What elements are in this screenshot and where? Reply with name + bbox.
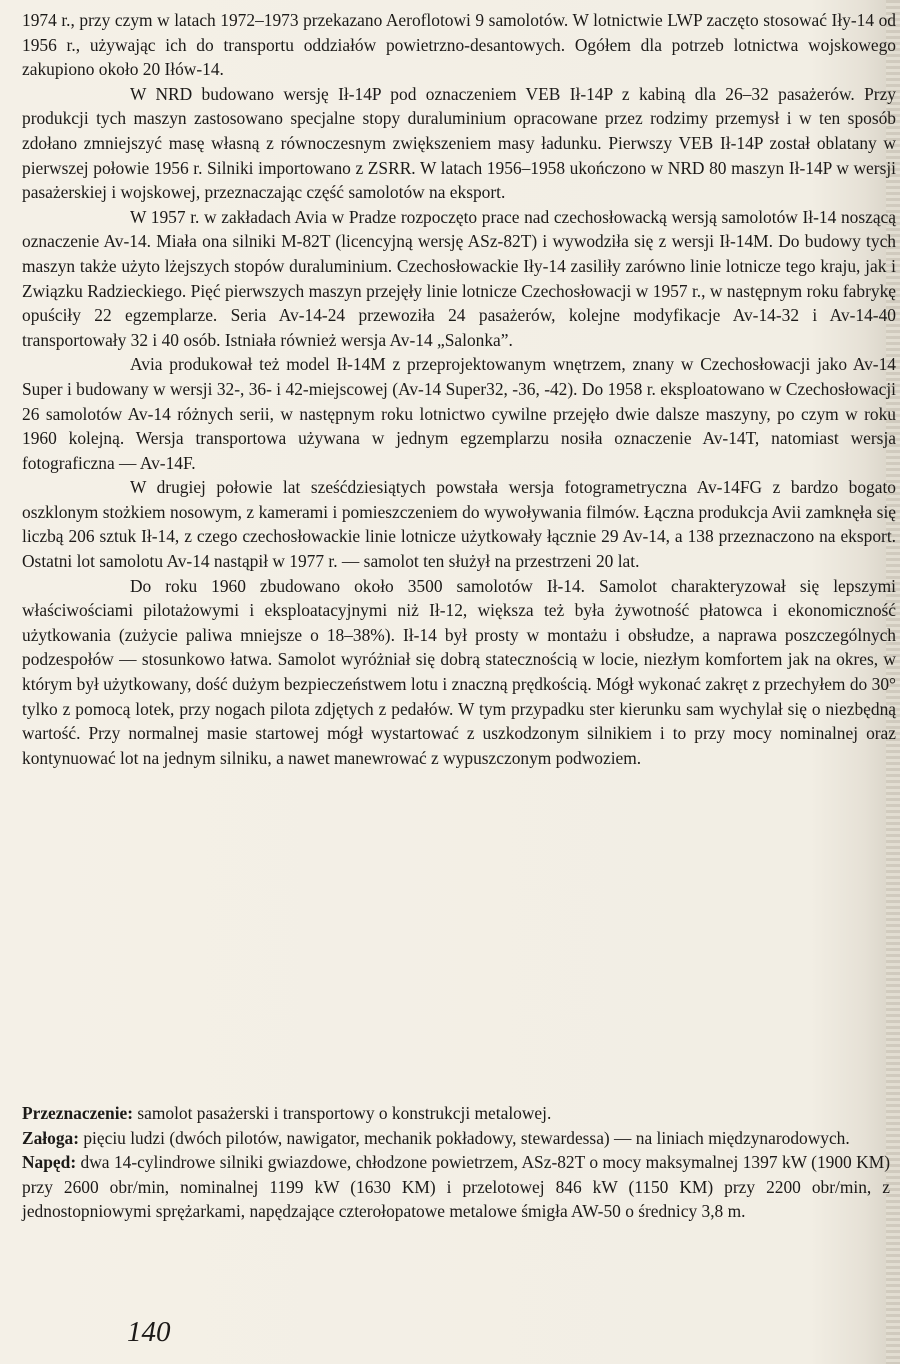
spec-value: pięciu ludzi (dwóch pilotów, nawigator, mechanik pokładowy, stewardessa) — na liniach międzynarodowych. <box>79 1127 850 1148</box>
paragraph-production-summary: Do roku 1960 zbudowano około 3500 samolotów Ił-14. Samolot charakteryzował się lepszymi właściwościami pilotażowymi i eksploatacyjnymi niż Ił-12, większa też była żywotność płatowca i ekonomiczność użytkowania (zużycie paliwa mniejsze o 18–38%). Ił-14 był prosty w montażu i obsłudze, a naprawa poszczególnych podzespołów — stosunkowo łatwa. Samolot wyróżniał się dobrą statecznością w locie, niezłym komfortem jak na okres, w którym był użytkowany, dość dużym bezpieczeństwem lotu i znaczną prędkością. Mógł wykonać zakręt z przechyłem do 30° tylko z pomocą lotek, przy nogach pilota zdjętych z pedałów. W tym przypadku ster kierunku sam wychylał się o niezbędną wartość. Przy normalnej masie startowej mógł wystartować z uszkodzonym silnikiem i to przy mocy nominalnej oraz kontynuować lot na jednym silniku, a nawet manewrować z wypuszczonym podwoziem. <box>22 575 896 768</box>
specifications <box>22 1101 890 1224</box>
spec-label: Napęd: <box>22 1152 77 1173</box>
paragraph-av14-super: Avia produkował też model Ił-14M z przeprojektowanym wnętrzem, znany w Czechosłowacji jako Av-14 Super i budowany w wersji 32-, 36- i 42-miejscowej (Av-14 Super32, -36, -42). Do 1958 r. eksploatowano w Czechosłowacji 26 samolotów Av-14 różnych serii, w następnym roku lotnictwo cywilne przejęło dwie dalsze maszyny, po czym w roku 1960 kolejną. Wersja transportowa używana w jednym egzemplarzu nosiła oznaczenie Av-14T, natomiast wersja fotograficzna — Av-14F. <box>22 354 896 473</box>
body-text <box>22 8 896 770</box>
spec-crew <box>22 1126 890 1151</box>
paragraph-av14fg: W drugiej połowie lat sześćdziesiątych powstała wersja fotogrametryczna Av-14FG z bardzo bogato oszklonym stożkiem nosowym, z kamerami i pomieszczeniem do wywoływania filmów. Łączna produkcja Avii zamknęła się liczbą 206 sztuk Ił-14, z czego czechosłowackie linie lotnicze użytkowały łącznie 29 Av-14, a 138 przeznaczono na eksport. Ostatni lot samolotu Av-14 nastąpił w 1977 r. — samolot ten służył na przestrzeni 20 lat. <box>22 477 896 572</box>
spec-propulsion <box>22 1150 890 1224</box>
paragraph-nrd: W NRD budowano wersję Ił-14P pod oznaczeniem VEB Ił-14P z kabiną dla 26–32 pasażerów. Przy produkcji tych maszyn zastosowano specjalne stopy duraluminium opracowane przez rodzimy przemysł i w ten sposób zdołano zmniejszyć masę własną z równoczesnym zwiększeniem masy ładunku. Pierwszy VEB Ił-14P został oblatany w pierwszej połowie 1956 r. Silniki importowano z ZSRR. W latach 1956–1958 ukończono w NRD 80 maszyn Ił-14P w wersji pasażerskiej i wojskowej, przeznaczając część samolotów na eksport. <box>22 83 896 203</box>
page-number: 140 <box>127 1316 171 1348</box>
paragraph-avia-av14: W 1957 r. w zakładach Avia w Pradze rozpoczęto prace nad czechosłowacką wersją samolotów Ił-14 noszącą oznaczenie Av-14. Miała ona silniki M-82T (licencyjną wersję ASz-82T) i wywodziła się z wersji Ił-14M. Do budowy tych maszyn także użyto lżejszych stopów duraluminium. Czechosłowackie Iły-14 zasiliły zarówno linie lotnicze tego kraju, jak i Związku Radzieckiego. Pięć pierwszych maszyn przejęły linie lotnicze Czechosłowacji w 1957 r., w następnym roku fabrykę opuściły 22 egzemplarze. Seria Av-14-24 przewoziła 24 pasażerów, kolejne modyfikacje Av-14-32 i Av-14-40 transportowały 32 i 40 osób. Istniała również wersja Av-14 „Salonka”. <box>22 206 896 350</box>
spec-label: Przeznaczenie: <box>22 1103 134 1123</box>
spec-value: samolot pasażerski i transportowy o konstrukcji metalowej. <box>133 1103 552 1123</box>
paragraph-lwp: 1974 r., przy czym w latach 1972–1973 przekazano Aeroflotowi 9 samolotów. W lotnictwie LWP zaczęto stosować Iły-14 od 1956 r., używając ich do transportu oddziałów powietrzno-desantowych. Ogółem dla potrzeb lotnictwa wojskowego zakupiono około 20 Iłów-14. <box>22 10 896 80</box>
spec-value: dwa 14-cylindrowe silniki gwiazdowe, chłodzone powietrzem, ASz-82T o mocy maksymalnej 1397 kW (1900 KM) przy 2600 obr/min, nominalnej 1199 kW (1630 KM) i przelotowej 846 kW (1150 KM) przy 2200 obr/min, z jednostopniowymi sprężarkami, napędzające czterołopatowe metalowe śmigła AW-50 o średnicy 3,8 m. <box>22 1152 890 1222</box>
spec-purpose <box>22 1101 890 1126</box>
spec-label: Załoga: <box>22 1127 80 1148</box>
